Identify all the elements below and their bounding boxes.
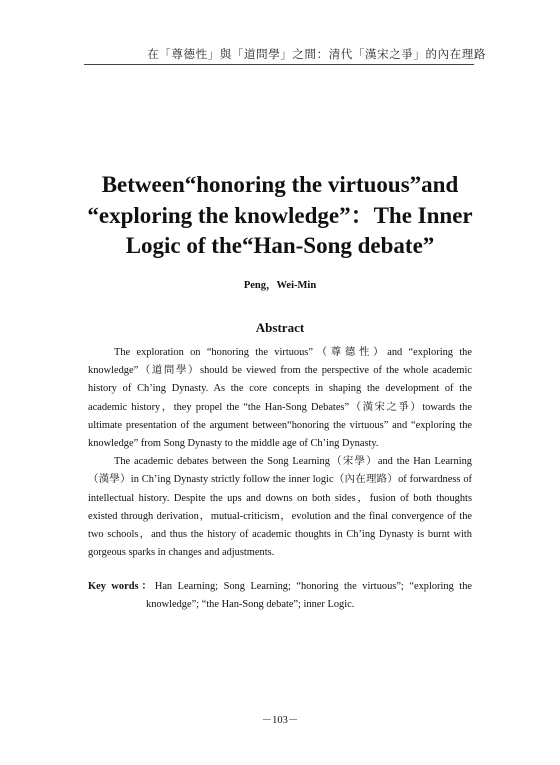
- abstract-heading: Abstract: [255, 320, 305, 335]
- keywords-text: Han Learning; Song Learning; “honoring the virtuous”; “exploring the knowledge”; “the Han-Song debate”; inner Logic.: [146, 581, 473, 611]
- paper-title: [60, 170, 500, 262]
- author-name: Peng，Wei-Min: [243, 280, 317, 291]
- header-rule: [84, 64, 474, 65]
- keywords: [88, 578, 472, 614]
- abstract-body: [88, 344, 472, 562]
- abstract-paragraph-1: The exploration on “honoring the virtuous”（尊德性）and “exploring the knowledge”（道問學）should be viewed from the perspective of the whole academic history of Ch’ing Dynasty. As the core concepts in shaping the development of the academic history，they propel the “the Han-Song Debates”（漢宋之爭）towards the ultimate presentation of the argument between“honoring the virtuous” and “exploring the knowledge” from Song Dynasty to the middle age of Ch’ing Dynasty.: [88, 347, 472, 450]
- page-number: －103－: [261, 715, 299, 726]
- title-line-3: Logic of the“Han-Song debate”: [125, 233, 435, 258]
- title-line-1: Between“honoring the virtuous”and: [101, 172, 459, 197]
- keywords-label: Key words：: [88, 581, 155, 592]
- abstract-paragraph-2: The academic debates between the Song Learning（宋學）and the Han Learning（漢學）in Ch’ing Dynasty strictly follow the inner logic（內在理路）of forwardness of intellectual history. Despite the ups and downs on both sides，fusion of both thoughts existed through derivation，mutual-criticism，evolution and the final convergence of the two schools，and thus the history of academic thoughts in Ch’ing Dynasty is burnt with gorgeous sparks in changes and adjustments.: [88, 456, 472, 559]
- title-line-2: “exploring the knowledge”：The Inner: [87, 202, 473, 228]
- running-header: 在「尊德性」與「道問學」之間：清代「漢宋之爭」的內在理路: [147, 49, 486, 61]
